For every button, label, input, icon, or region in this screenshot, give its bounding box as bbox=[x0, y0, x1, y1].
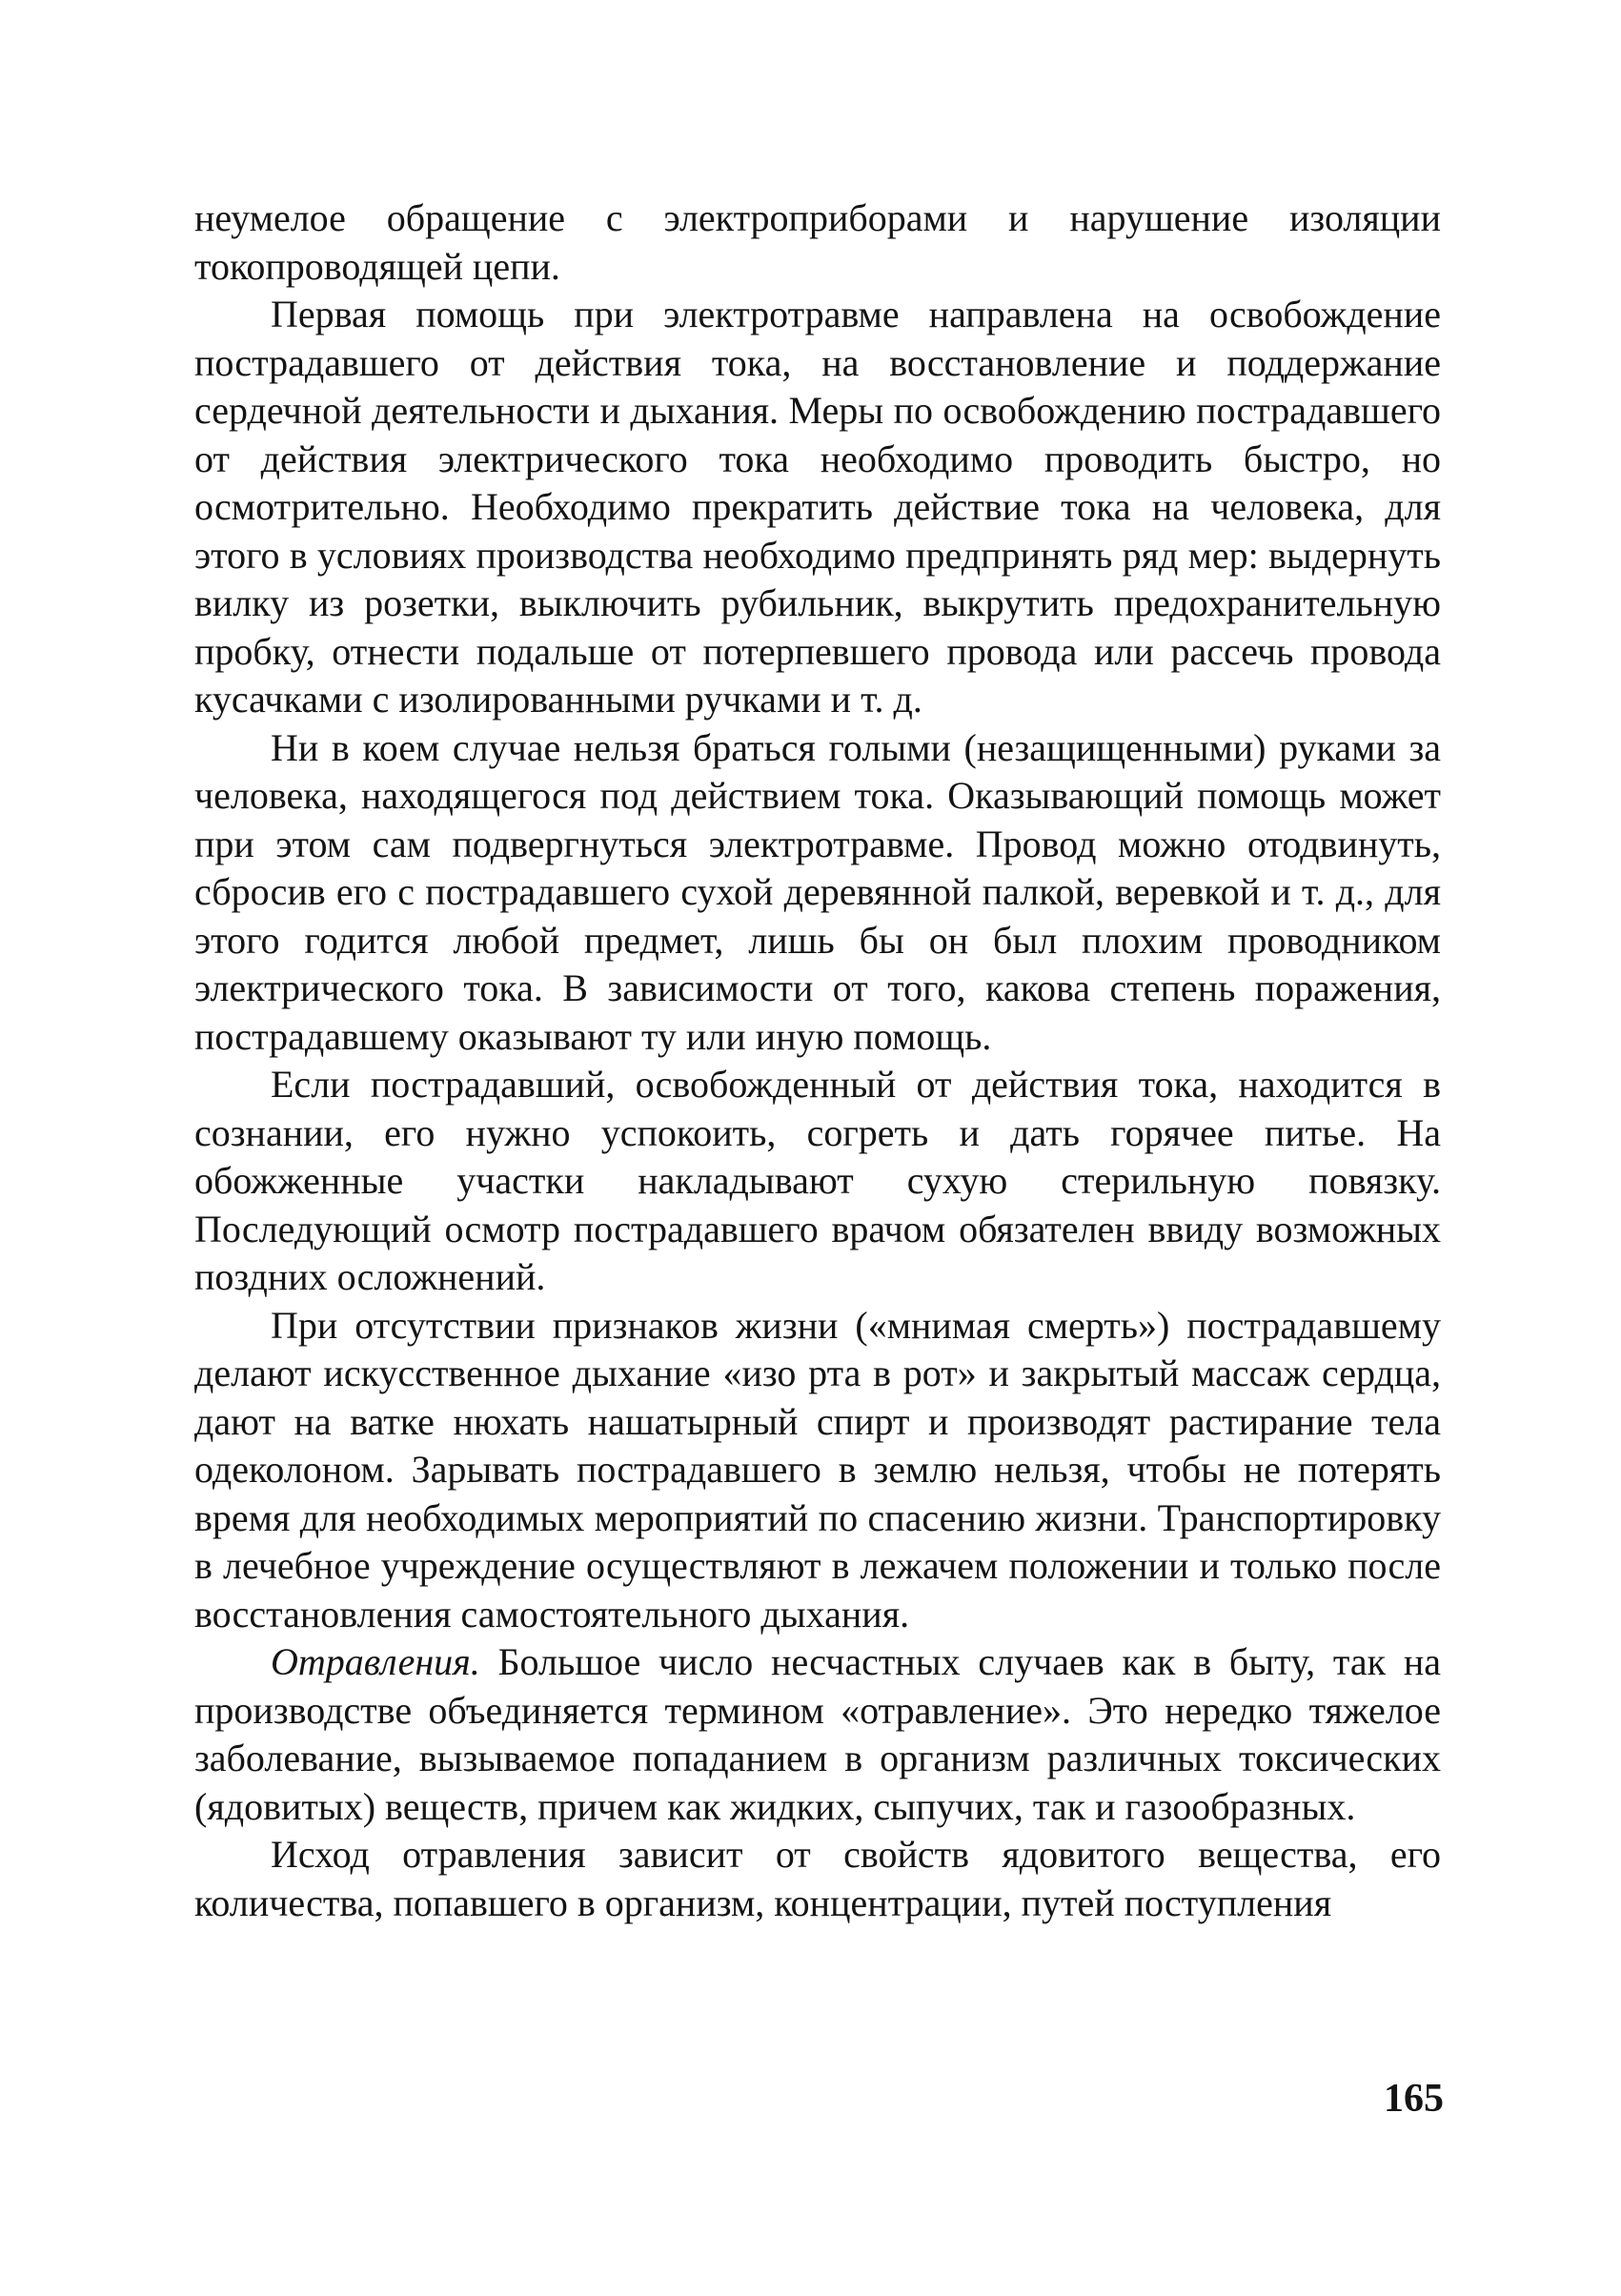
paragraph-continuation bbox=[194, 194, 1441, 291]
paragraph-first-aid-electrotrauma bbox=[194, 291, 1441, 724]
paragraph-poisoning-outcome bbox=[194, 1831, 1441, 1927]
section-lead-term: Отравления. bbox=[271, 1640, 480, 1683]
paragraph-text: неумелое обращение с электроприборами и нарушение изоляции токопроводящей цепи. bbox=[194, 196, 1441, 288]
paragraph-do-not-touch bbox=[194, 724, 1441, 1062]
paragraph-no-signs-of-life bbox=[194, 1302, 1441, 1639]
paragraph-text: Ни в коем случае нельзя браться голыми (незащищенными) руками за человека, находящегося под действием тока. Оказывающий помощь может при этом сам подвергнуться электротравме. Провод можно отодвинуть, сбросив его с пострадавшего сухой деревянной палкой, веревкой и т. д., для этого годится любой предмет, лишь бы он был плохим проводником электрического тока. В зависимости от того, какова степень поражения, пострадавшему оказывают ту или иную помощь. bbox=[194, 725, 1441, 1058]
paragraph-text: Первая помощь при электротравме направлена на освобождение пострадавшего от действия тока, на восстановление и поддержание сердечной деятельности и дыхания. Меры по освобождению пострадавшего от действия электрического тока необходимо проводить быстро, но осмотрительно. Необходимо прекратить действие тока на человека, для этого в условиях производства необходимо предпринять ряд мер: выдернуть вилку из розетки, выключить рубильник, выкрутить предохранительную пробку, отнести подальше от потерпевшего провода или рассечь провода кусачками с изолированными ручками и т. д. bbox=[194, 293, 1441, 721]
paragraph-text: Исход отравления зависит от свойств ядовитого вещества, его количества, попавшего в организм, концентрации, путей поступления bbox=[194, 1833, 1441, 1924]
page-number: 165 bbox=[1384, 2077, 1444, 2121]
paragraph-poisoning bbox=[194, 1638, 1441, 1831]
paragraph-text: Если пострадавший, освобожденный от действия тока, находится в сознании, его нужно успокоить, согреть и дать горячее питье. На обожженные участки накладывают сухую стерильную повязку. Последующий осмотр пострадавшего врачом обязателен ввиду возможных поздних осложнений. bbox=[194, 1063, 1441, 1298]
body-text bbox=[194, 194, 1441, 1927]
paragraph-conscious-victim bbox=[194, 1061, 1441, 1302]
paragraph-text: При отсутствии признаков жизни («мнимая смерть») пострадавшему делают искусственное дыхание «изо рта в рот» и закрытый массаж сердца, дают на ватке нюхать нашатырный спирт и производят растирание тела одеколоном. Зарывать пострадавшего в землю нельзя, чтобы не потерять время для необходимых мероприятий по спасению жизни. Транспортировку в лечебное учреждение осуществляют в лежачем положении и только после восстановления самостоятельного дыхания. bbox=[194, 1303, 1441, 1636]
paragraph-text: Большое число несчастных случаев как в быту, так на производстве объединяется термином «отравление». Это нередко тяжелое заболевание, вызываемое попаданием в организм различных токсических (ядовитых) веществ, причем как жидких, сыпучих, так и газообразных. bbox=[194, 1640, 1441, 1828]
